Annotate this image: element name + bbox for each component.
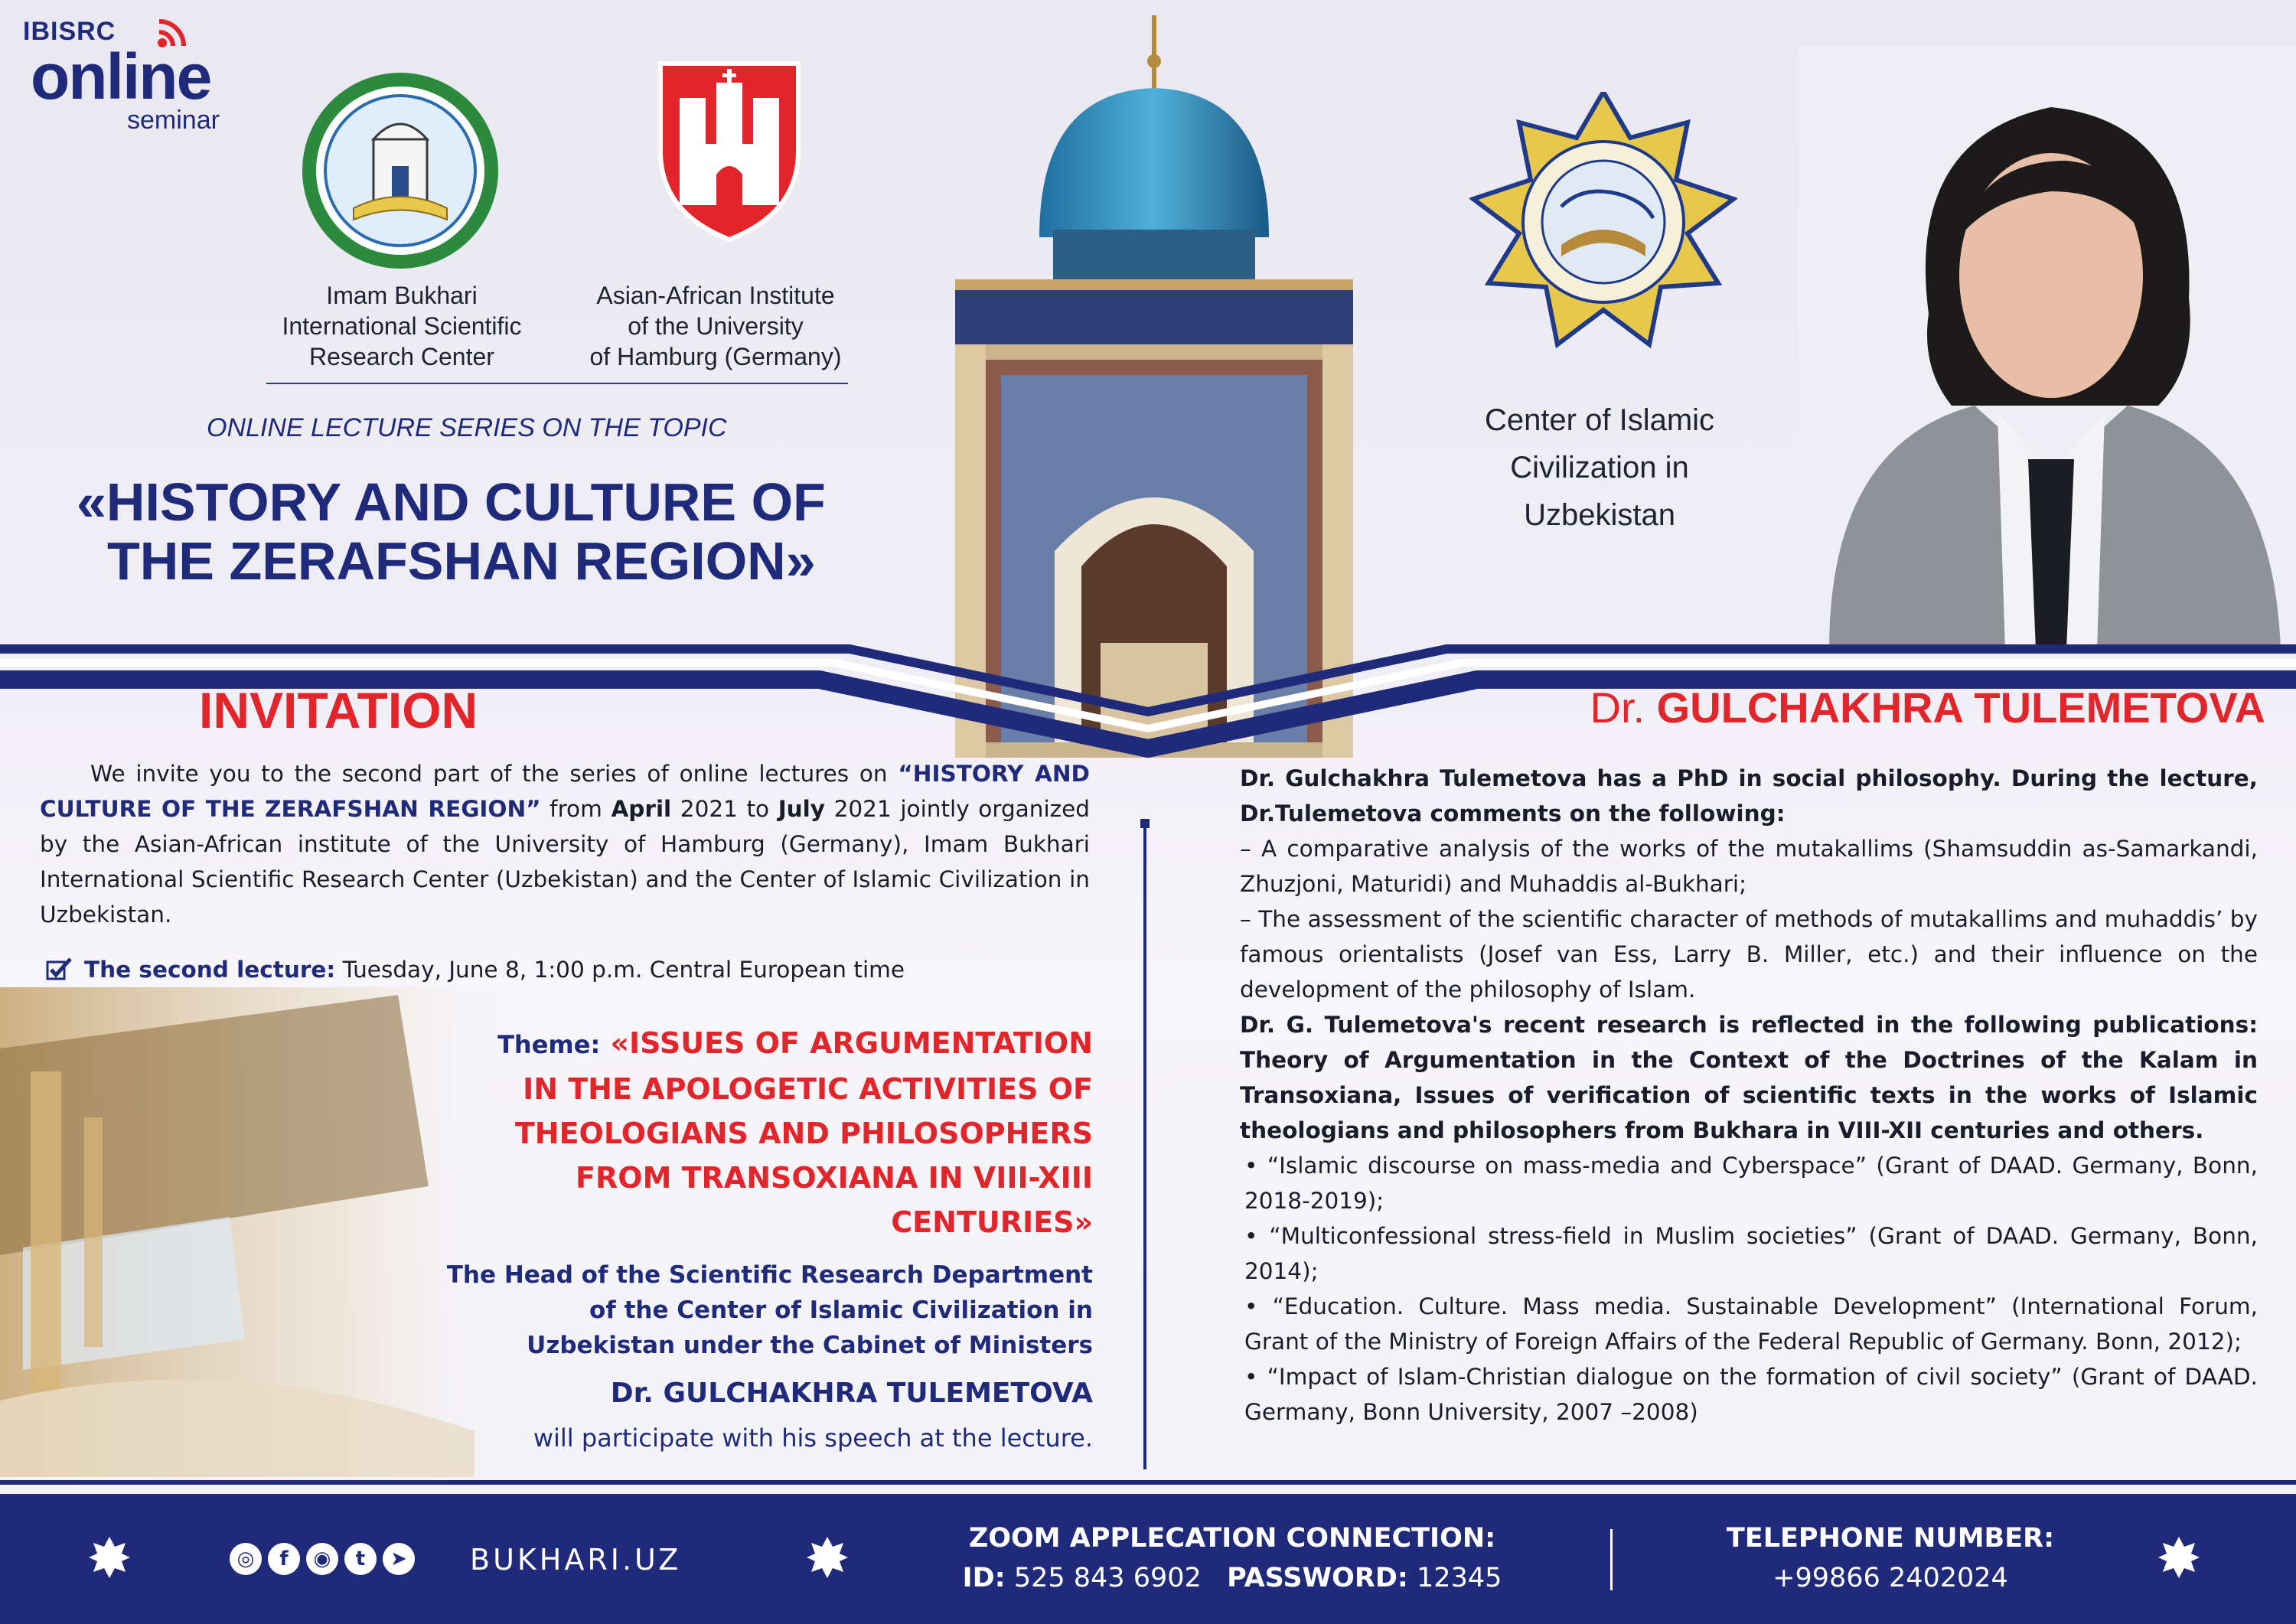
- hamburg-caption: [566, 280, 865, 372]
- brand-seminar: seminar: [127, 106, 220, 135]
- column-divider: [1143, 827, 1146, 1469]
- lecture-line: [46, 957, 905, 983]
- head-name: Dr. GULCHAKHRA TULEMETOVA: [610, 1378, 1093, 1409]
- publication-item: • “Islamic discourse on mass-media and Cyberspace” (Grant of DAAD. Germany, Bonn, 2018-2019);: [1244, 1153, 2258, 1214]
- password-value[interactable]: 12345: [1417, 1563, 1502, 1593]
- twitter-icon[interactable]: t: [344, 1543, 377, 1575]
- theme-line: [383, 1021, 1093, 1067]
- theme-label: Theme:: [497, 1030, 601, 1059]
- topic-line: «HISTORY AND CULTURE OF: [77, 472, 826, 532]
- publication-item: • “Education. Culture. Mass media. Sustainable Development” (International Forum, Grant of the Ministry of Foreign Affairs of the Federal Republic of Germany. Bonn, 2012);: [1244, 1293, 2258, 1355]
- text-run: We invite you to the second part of the series of online lectures on: [90, 761, 899, 787]
- bio-item: – A comparative analysis of the works of the mutakallims (Shamsuddin as-Samarkandi, Zhuzjoni, Maturidi) and Muhaddis al-Bukhari;: [1240, 836, 2258, 897]
- head-line: of the Center of Islamic Civilization in: [589, 1296, 1093, 1324]
- footer-divider: [1610, 1529, 1613, 1590]
- speaker-name-text: GULCHAKHRA TULEMETOVA: [1656, 683, 2265, 732]
- text-run: 2021 jointly organized by the Asian-African institute of the University of Hamburg (Germany), Imam Bukhari International Scientific Research Center (Uzbekistan) and the Center of Islamic Civilization in Uzbekistan.: [40, 796, 1091, 928]
- bukhari-caption: [253, 280, 551, 372]
- id-value[interactable]: 525 843 6902: [1013, 1563, 1202, 1593]
- text-run: April: [611, 796, 672, 822]
- bio-intro: Dr. Gulchakhra Tulemetova has a PhD in social philosophy. During the lecture, Dr.Tulemetova comments on the following:: [1240, 765, 2258, 827]
- telegram-icon[interactable]: ➤: [383, 1543, 415, 1575]
- star-ornament-icon: [2158, 1537, 2200, 1578]
- theme-line: IN THE APOLOGETIC ACTIVITIES OF: [523, 1072, 1093, 1106]
- zoom-credentials: [918, 1563, 1546, 1593]
- head-title: [383, 1257, 1093, 1363]
- id-label: ID:: [962, 1563, 1006, 1593]
- caption-line: of Hamburg (Germany): [589, 343, 842, 370]
- text-run: from: [540, 796, 612, 822]
- theme-block: [383, 1021, 1093, 1244]
- theme-line: CENTURIES»: [891, 1205, 1093, 1239]
- publication-item: • “Multiconfessional stress-field in Muslim societies” (Grant of DAAD. Germany, Bonn, 2014);: [1244, 1223, 2258, 1284]
- theme-line: FROM TRANSOXIANA IN VIII-XIII: [576, 1161, 1093, 1195]
- invitation-heading: INVITATION: [199, 682, 478, 739]
- footer-top-line: [0, 1480, 2296, 1485]
- facebook-icon[interactable]: f: [268, 1543, 300, 1575]
- text-run: “HISTORY AND CULTURE OF THE ZERAFSHAN REGION”: [40, 761, 1090, 822]
- caption-line: International Scientific: [282, 312, 522, 340]
- caption-line: of the University: [628, 312, 804, 340]
- password-label: PASSWORD:: [1227, 1563, 1408, 1593]
- hamburg-crest-logo: [657, 60, 802, 243]
- brand-online: online: [31, 41, 211, 113]
- caption-line: Center of Islamic: [1484, 403, 1715, 437]
- website-link[interactable]: BUKHARI.UZ: [470, 1543, 682, 1577]
- speaker-bio: [1194, 761, 2258, 1430]
- text-run: July: [778, 796, 826, 822]
- text-run: 2021 to: [671, 796, 778, 822]
- caption-line: Asian-African Institute: [596, 282, 835, 309]
- phone-number[interactable]: +99866 2402024: [1773, 1563, 2008, 1593]
- lecture-label: The second lecture:: [84, 957, 336, 983]
- lecture-time: Tuesday, June 8, 1:00 p.m. Central European time: [335, 957, 905, 983]
- speech-note: will participate with his speech at the lecture.: [533, 1423, 1093, 1453]
- series-label: ONLINE LECTURE SERIES ON THE TOPIC: [207, 413, 727, 442]
- caption-line: Civilization in: [1510, 451, 1689, 484]
- brand-ibisrc: IBISRC: [23, 17, 116, 46]
- head-line: The Head of the Scientific Research Department: [446, 1261, 1093, 1289]
- cic-logo: [1469, 92, 1737, 360]
- caption-line: Imam Bukhari: [326, 282, 478, 309]
- zoom-title: ZOOM APPLECATION CONNECTION:: [968, 1523, 1496, 1554]
- star-ornament-icon: [807, 1537, 848, 1578]
- speaker-name: [1454, 683, 2265, 732]
- topic-title: [77, 473, 918, 591]
- speaker-portrait: [1799, 46, 2296, 651]
- imam-bukhari-logo: [300, 70, 501, 271]
- instagram-icon[interactable]: ◉: [306, 1543, 338, 1575]
- topic-line: THE ZERAFSHAN REGION»: [107, 531, 816, 591]
- bio-item: – The assessment of the scientific character of methods of mutakallims and muhaddis’ by famous orientalists (Josef van Ess, Larry B. Miller, etc.) and their influence on the development of the philosophy of Islam.: [1240, 906, 2258, 1003]
- theme-text: «ISSUES OF ARGUMENTATION: [610, 1026, 1093, 1060]
- theme-line: THEOLOGIANS AND PHILOSOPHERS: [514, 1117, 1093, 1150]
- globe-icon[interactable]: ◎: [230, 1543, 262, 1575]
- checkbox-icon: [46, 957, 73, 980]
- bio-research: Dr. G. Tulemetova's recent research is reflected in the following publications: Theory of Argumentation in the Context of the Doctrines of the Kalam in Transoxiana, Issues of verification of scientific texts in the works of Islamic theologians and philosophers from Bukhara in VIII-XII centuries and others.: [1240, 1012, 2258, 1143]
- caption-line: Uzbekistan: [1524, 498, 1675, 532]
- publication-item: • “Impact of Islam-Christian dialogue on the formation of civil society” (Grant of DAAD. Germany, Bonn University, 2007 –2008): [1244, 1364, 2258, 1425]
- caption-line: Research Center: [309, 343, 494, 370]
- cic-caption: [1439, 396, 1760, 539]
- invitation-paragraph: [40, 756, 1090, 932]
- head-line: Uzbekistan under the Cabinet of Ministers: [527, 1332, 1093, 1359]
- speaker-title: Dr.: [1590, 683, 1645, 732]
- star-ornament-icon: [89, 1537, 130, 1578]
- header-divider: [266, 383, 848, 384]
- phone-title: TELEPHONE NUMBER:: [1726, 1523, 2055, 1554]
